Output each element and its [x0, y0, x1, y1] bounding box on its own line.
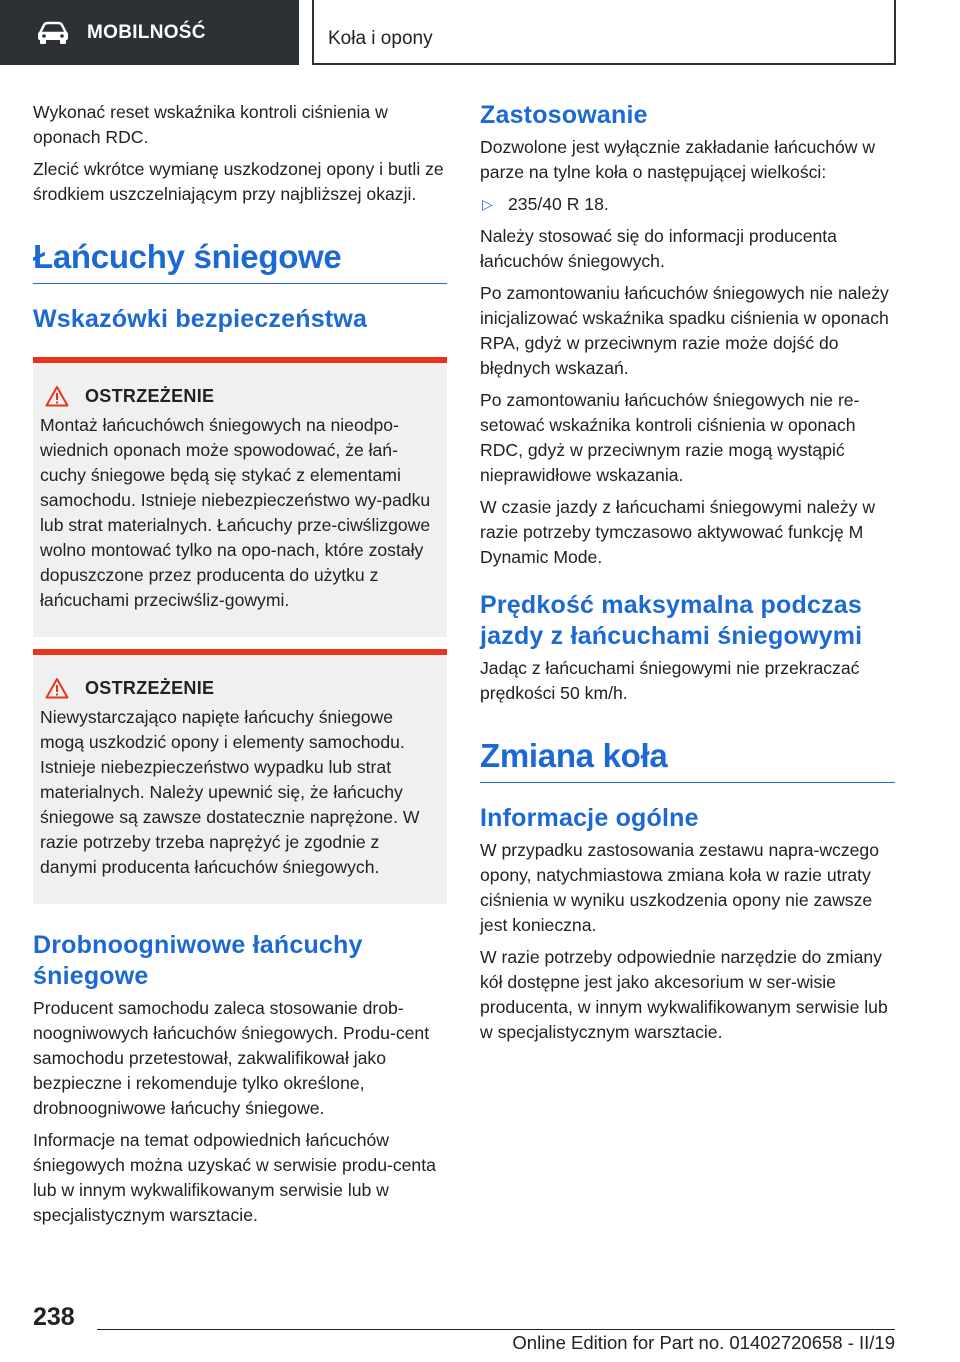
left-column	[33, 100, 447, 1235]
heading-max-speed: Prędkość maksymalna podczas jazdy z łańcuchami śniegowymi	[480, 591, 863, 650]
right-column	[480, 100, 895, 1052]
warning-title: OSTRZEŻENIE	[85, 385, 215, 406]
paragraph: W przypadku zastosowania zestawu napra-wczego opony, natychmiastowa zmiana koła w razie utraty ciśnienia w wyniku uszkodzenia opony nie zawsze jest konieczna.	[480, 840, 879, 935]
warning-title: OSTRZEŻENIE	[85, 677, 215, 698]
heading-fine-link-chains: Drobnoogniwowe łańcuchy śniegowe	[33, 931, 363, 990]
paragraph: W czasie jazdy z łańcuchami śniegowymi należy w razie potrzeby tymczasowo aktywować funkcję M Dynamic Mode.	[480, 497, 876, 567]
list-item-text: 235/40 R 18.	[508, 194, 609, 214]
list-item	[480, 192, 895, 217]
page-number: 238	[33, 1303, 75, 1331]
section-title: MOBILNOŚĆ	[87, 21, 206, 43]
warning-box	[33, 357, 447, 637]
paragraph: Po zamontowaniu łańcuchów śniegowych nie należy inicjalizować wskaźnika spadku ciśnienia w oponach RPA, gdyż w przeciwnym razie może dojść do błędnych wskazań.	[480, 283, 889, 378]
heading-general-info: Informacje ogólne	[480, 804, 699, 832]
warning-text: Montaż łańcuchówch śniegowych na nieodpo-wiednich oponach może spowodować, że łań-cuchy śniegowe będą się stykać z elementami samochodu. Istnieje niebezpieczeństwo wy-padku lub strat materialnych. Łańcuchy prze-ciwślizgowe wolno montować tylko na opo-nach, które zostały dopuszczone przez producenta do użytku z łańcuchami przeciwśliz-gowymi.	[40, 415, 431, 610]
warning-text: Niewystarczająco napięte łańcuchy śniegowe mogą uszkodzić opony i elementy samochodu. Istnieje niebezpieczeństwo wypadku lub strat materialnych. Należy upewnić się, że łańcuchy śniegowe są zawsze dostatecznie naprężone. W razie potrzeby trzeba naprężyć je zgodnie z danymi producenta łańcuchów śniegowych.	[40, 707, 420, 877]
paragraph: Po zamontowaniu łańcuchów śniegowych nie re-setować wskaźnika kontroli ciśnienia w oponach RDC, gdyż w przeciwnym razie mogą wystąpić nieprawidłowe wskazania.	[480, 390, 860, 485]
paragraph: W razie potrzeby odpowiednie narzędzie do zmiany kół dostępne jest jako akcesorium w ser-wisie producenta, w innym wykwalifikowanym serwisie lub w specjalistycznym warsztacie.	[480, 947, 888, 1042]
paragraph: Zlecić wkrótce wymianę uszkodzonej opony i butli ze środkiem uszczelniającym przy najbliższej okazji.	[33, 159, 444, 204]
car-icon	[36, 21, 70, 45]
paragraph: Dozwolone jest wyłącznie zakładanie łańcuchów w parze na tylne koła o następującej wielkości:	[480, 137, 876, 182]
chapter-tab	[312, 0, 896, 65]
section-tab	[0, 0, 299, 65]
warning-triangle-icon	[45, 677, 69, 699]
chapter-title: Koła i opony	[328, 28, 433, 49]
heading-snow-chains: Łańcuchy śniegowe	[33, 237, 447, 284]
paragraph: Informacje na temat odpowiednich łańcuchów śniegowych można uzyskać w serwisie produ-centa lub w innym wykwalifikowanym serwisie lub w specjalistycznym warsztacie.	[33, 1130, 436, 1225]
bullet-triangle-icon: ▷	[482, 196, 493, 212]
footer-edition: Online Edition for Part no. 01402720658 - II/19	[512, 1332, 895, 1353]
paragraph: Należy stosować się do informacji producenta łańcuchów śniegowych.	[480, 226, 837, 271]
heading-safety-notes: Wskazówki bezpieczeństwa	[33, 305, 368, 333]
warning-triangle-icon	[45, 385, 69, 407]
heading-use: Zastosowanie	[480, 101, 648, 129]
paragraph: Wykonać reset wskaźnika kontroli ciśnienia w oponach RDC.	[33, 102, 388, 147]
paragraph: Producent samochodu zaleca stosowanie drob-noogniwowych łańcuchów śniegowych. Produ-cent samochodu przetestował, zakwalifikował jako bezpieczne i rekomenduje tylko określone, drobnoogniwowe łańcuchy śniegowe.	[33, 998, 430, 1118]
footer-divider	[97, 1329, 895, 1330]
warning-box	[33, 649, 447, 904]
paragraph: Jadąc z łańcuchami śniegowymi nie przekraczać prędkości 50 km/h.	[480, 658, 860, 703]
heading-wheel-change: Zmiana koła	[480, 736, 895, 783]
